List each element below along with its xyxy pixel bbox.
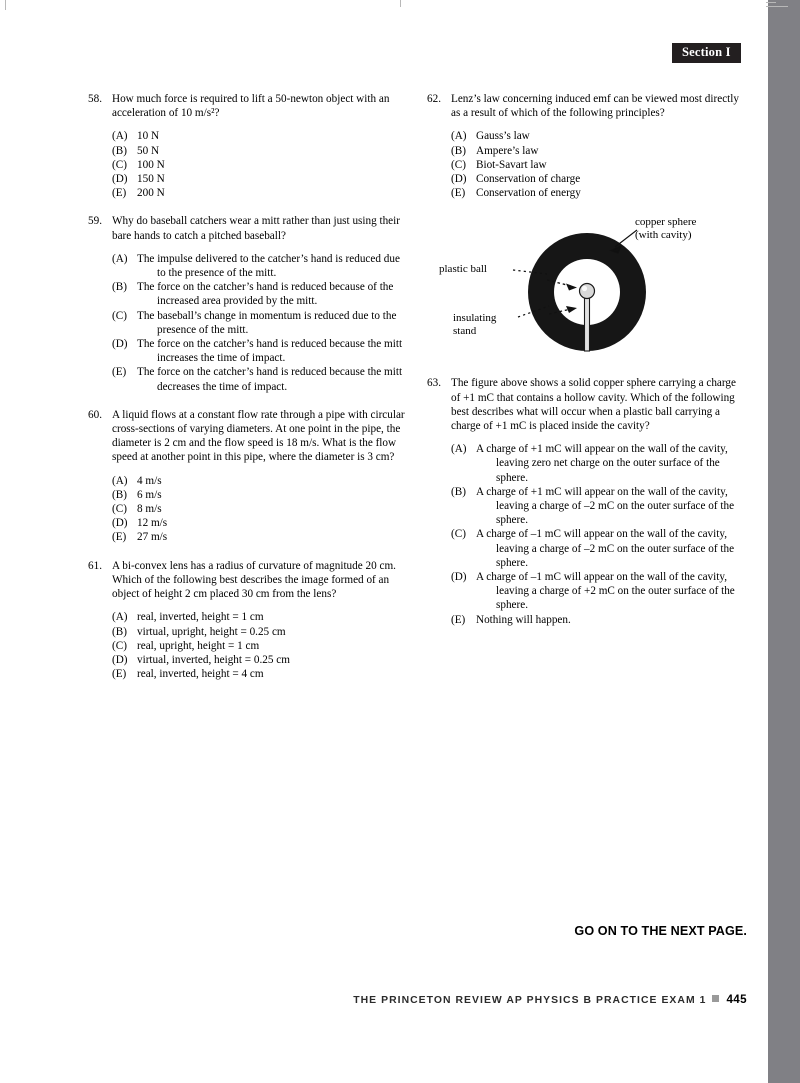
answer-choice[interactable] [112, 474, 406, 488]
question-number: 62. [427, 93, 441, 105]
answer-choice[interactable] [451, 186, 747, 200]
copper-sphere-diagram [425, 214, 747, 366]
choice-text: The force on the catcher’s hand is reduced because of the increased area provided by the mitt. [137, 281, 394, 308]
choice-letter: (D) [112, 653, 128, 666]
choice-text: The force on the catcher’s hand is reduced because the mitt increases the time of impact. [137, 338, 403, 365]
choice-letter: (E) [112, 668, 127, 681]
footer-book-title: THE PRINCETON REVIEW AP PHYSICS B PRACTICE EXAM 1 [353, 995, 707, 1006]
choice-text: The force on the catcher’s hand is reduced because the mitt decreases the time of impact. [137, 366, 403, 393]
answer-choice[interactable] [112, 653, 406, 667]
answer-choice[interactable] [112, 639, 406, 653]
choice-text: 50 N [137, 144, 160, 157]
figure-label-copper-line2: (with cavity) [635, 229, 692, 242]
choice-text: real, inverted, height = 1 cm [137, 611, 264, 624]
choice-letter: (D) [451, 571, 467, 584]
footer-page-number: 445 [726, 993, 747, 1006]
choice-text: Conservation of energy [476, 187, 581, 200]
answer-choice[interactable] [451, 485, 747, 528]
choice-text: Gauss’s law [476, 130, 530, 143]
choice-letter: (A) [112, 611, 128, 624]
answer-choice[interactable] [112, 280, 406, 308]
choice-letter: (E) [112, 531, 127, 544]
choice-letter: (D) [112, 517, 128, 530]
figure-label-insulating-stand [453, 312, 496, 338]
choice-text: A charge of –1 mC will appear on the wall of the cavity, leaving a charge of –2 mC on the outer surface of the sphere. [476, 528, 735, 569]
answer-choice[interactable] [112, 610, 406, 624]
answer-choice[interactable] [451, 158, 747, 172]
question-stem: A liquid flows at a constant flow rate through a pipe with circular cross-sections of varying diameters. At one point in the pipe, the diameter is 2 cm and the flow speed is 18 m/s. What is the flow speed at another point in this pipe, where the diameter is 3 cm? [112, 408, 405, 464]
answer-choice[interactable] [112, 158, 406, 172]
choice-letter: (A) [112, 130, 128, 143]
question-number: 63. [427, 377, 441, 390]
choice-text: 150 N [137, 173, 165, 186]
question-number: 58. [88, 93, 102, 105]
answer-choice[interactable] [112, 309, 406, 337]
choice-text: A charge of +1 mC will appear on the wall of the cavity, leaving a charge of –2 mC on the outer surface of the sphere. [476, 485, 735, 527]
choice-text: virtual, inverted, height = 0.25 cm [137, 653, 290, 666]
question-body [451, 92, 747, 200]
question-59 [86, 214, 406, 393]
plastic-ball-shape [580, 284, 595, 299]
choice-letter: (C) [112, 503, 127, 516]
choice-text: The baseball’s change in momentum is reduced due to the presence of the mitt. [137, 309, 397, 336]
answer-choice[interactable] [451, 442, 747, 485]
choice-text: 200 N [137, 187, 165, 200]
answer-choice[interactable] [112, 337, 406, 365]
choice-text: Conservation of charge [476, 173, 581, 186]
question-number: 61. [88, 559, 102, 572]
figure-label-plastic-ball: plastic ball [439, 263, 487, 276]
choice-text: 4 m/s [137, 474, 162, 487]
figure-label-copper-line1: copper sphere [635, 216, 697, 229]
choice-letter: (A) [451, 443, 467, 456]
question-number: 59. [88, 215, 102, 228]
figure-label-copper-sphere [635, 216, 696, 242]
answer-choice[interactable] [451, 172, 747, 186]
section-badge: Section I [672, 43, 741, 63]
question-60 [86, 408, 406, 545]
answer-choices [112, 474, 406, 545]
choice-letter: (C) [112, 639, 127, 652]
choice-text: 27 m/s [137, 531, 168, 544]
choice-letter: (B) [112, 488, 127, 501]
answer-choices [112, 129, 406, 200]
choice-letter: (A) [451, 130, 467, 143]
choice-letter: (D) [112, 338, 128, 351]
answer-choice[interactable] [112, 172, 406, 186]
question-62 [425, 92, 747, 200]
question-number: 60. [88, 408, 102, 421]
choice-text: 12 m/s [137, 517, 168, 530]
answer-choice[interactable] [451, 129, 747, 143]
answer-choice[interactable] [451, 527, 747, 570]
choice-text: Nothing will happen. [476, 613, 571, 626]
crop-mark-top-right [766, 2, 776, 3]
answer-choice[interactable] [112, 530, 406, 544]
question-63 [425, 376, 747, 626]
question-body [112, 92, 406, 200]
choice-letter: (A) [112, 252, 128, 265]
page-footer [0, 993, 800, 1006]
choice-text: A charge of +1 mC will appear on the wall of the cavity, leaving zero net charge on the outer surface of the sphere. [476, 443, 728, 484]
answer-choice[interactable] [112, 365, 406, 393]
answer-choice[interactable] [112, 129, 406, 143]
question-stem: The figure above shows a solid copper sphere carrying a charge of +1 mC that contains a hollow cavity. Which of the following best describes what will occur when a plastic ball carrying a charge of +1 mC is placed inside the cavity? [451, 377, 736, 433]
answer-choices [112, 252, 406, 394]
choice-text: virtual, upright, height = 0.25 cm [137, 625, 286, 638]
copper-sphere-figure [425, 214, 747, 366]
question-stem: How much force is required to lift a 50-newton object with an acceleration of 10 m/s²? [112, 93, 390, 120]
footer-square-icon [712, 995, 719, 1002]
crop-mark-top-center [400, 0, 401, 7]
choice-text: Biot-Savart law [476, 158, 547, 171]
choice-letter: (B) [112, 281, 127, 294]
choice-letter: (B) [451, 485, 466, 498]
answer-choice[interactable] [112, 488, 406, 502]
choice-text: real, upright, height = 1 cm [137, 639, 260, 652]
choice-letter: (C) [112, 158, 127, 171]
figure-label-insulating-line1: insulating [453, 312, 497, 325]
answer-choices [451, 442, 747, 627]
choice-text: 10 N [137, 130, 160, 143]
choice-letter: (B) [112, 144, 127, 157]
answer-choices [112, 610, 406, 681]
choice-letter: (C) [112, 309, 127, 322]
right-column [425, 92, 747, 641]
answer-choice[interactable] [112, 625, 406, 639]
choice-text: The impulse delivered to the catcher’s hand is reduced due to the presence of the mitt. [137, 252, 400, 280]
go-on-notice: GO ON TO THE NEXT PAGE. [574, 924, 747, 938]
answer-choice[interactable] [451, 613, 747, 627]
choice-text: 6 m/s [137, 488, 162, 501]
answer-choice[interactable] [112, 186, 406, 200]
answer-choice[interactable] [451, 144, 747, 158]
choice-letter: (A) [112, 474, 128, 487]
answer-choice[interactable] [112, 144, 406, 158]
question-body [112, 408, 406, 545]
choice-text: 100 N [137, 158, 165, 171]
choice-letter: (E) [112, 187, 127, 200]
left-column [86, 92, 406, 695]
question-61 [86, 559, 406, 682]
figure-label-insulating-line2: stand [453, 325, 477, 338]
crop-mark-top-right-2 [766, 6, 788, 7]
insulating-stand-shape [585, 292, 590, 351]
choice-text: real, inverted, height = 4 cm [137, 668, 264, 681]
answer-choices [451, 129, 747, 200]
question-body [112, 559, 406, 682]
answer-choice[interactable] [112, 516, 406, 530]
question-stem: A bi-convex lens has a radius of curvature of magnitude 20 cm. Which of the following best describes the image formed of an object of height 2 cm placed 30 cm from the lens? [112, 559, 396, 601]
choice-letter: (D) [112, 173, 128, 186]
choice-letter: (E) [451, 187, 466, 200]
choice-letter: (C) [451, 158, 466, 171]
answer-choice[interactable] [112, 252, 406, 280]
choice-letter: (C) [451, 528, 466, 541]
page-edge-bar [768, 0, 800, 1083]
question-body [112, 214, 406, 393]
question-body [451, 376, 747, 626]
choice-letter: (E) [451, 613, 466, 626]
choice-text: A charge of –1 mC will appear on the wall of the cavity, leaving a charge of +2 mC on the outer surface of the sphere. [476, 571, 735, 612]
choice-letter: (B) [451, 144, 466, 157]
question-stem: Lenz’s law concerning induced emf can be viewed most directly as a result of which of the following principles? [451, 93, 739, 120]
crop-mark-top-left [5, 0, 6, 10]
choice-letter: (E) [112, 366, 127, 379]
question-stem: Why do baseball catchers wear a mitt rather than just using their bare hands to catch a pitched baseball? [112, 215, 400, 242]
choice-letter: (B) [112, 625, 127, 638]
answer-choice[interactable] [112, 502, 406, 516]
choice-letter: (D) [451, 173, 467, 186]
choice-text: Ampere’s law [476, 144, 539, 157]
choice-text: 8 m/s [137, 503, 162, 516]
question-58 [86, 92, 406, 200]
answer-choice[interactable] [451, 570, 747, 613]
answer-choice[interactable] [112, 667, 406, 681]
